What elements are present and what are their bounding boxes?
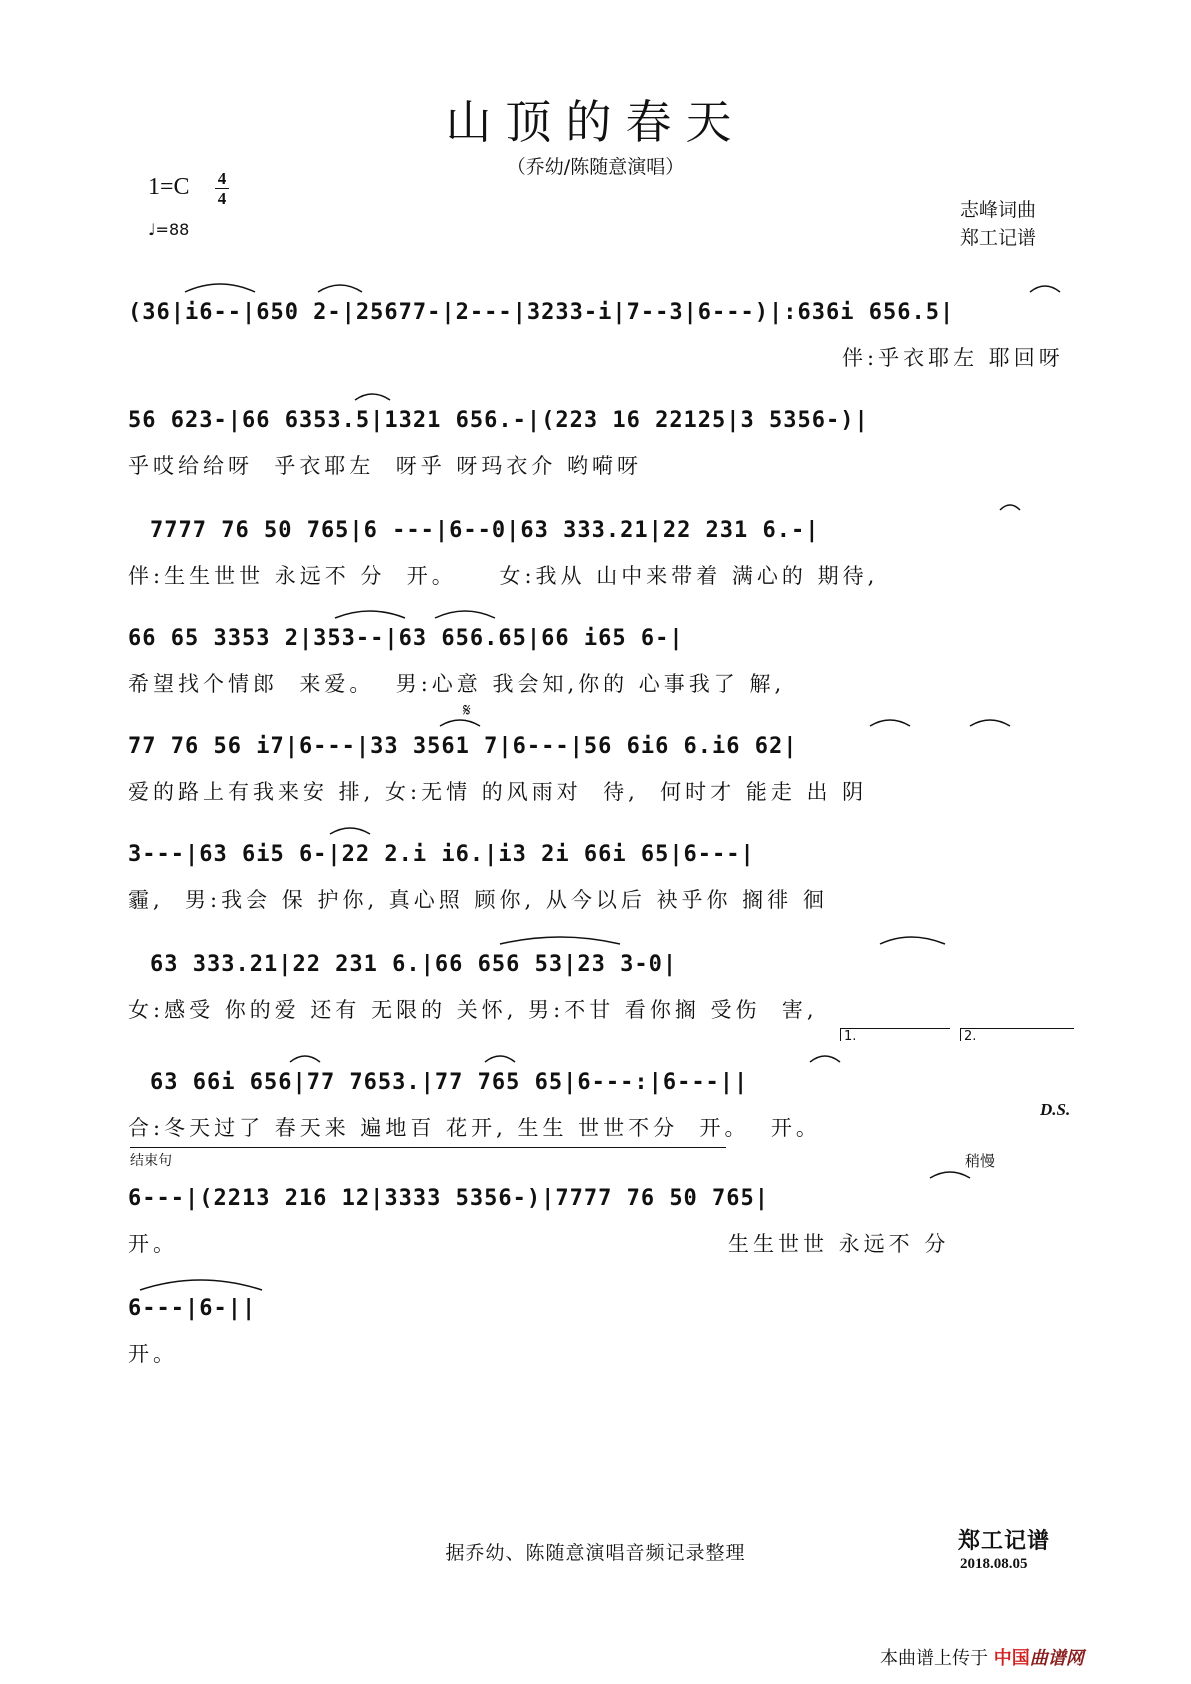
transcriber-signature: 郑工记谱	[958, 1529, 1051, 1554]
key-signature: 1=C	[148, 174, 190, 200]
volta-1: 1.	[840, 1028, 950, 1041]
lyric-line: 伴:生生世世 永远不 分 开。 女:我从 山中来带着 满心的 期待,	[128, 564, 879, 588]
slur	[335, 611, 405, 618]
slur	[870, 720, 910, 726]
lyric-line: 女:感受 你的爱 还有 无限的 关怀, 男:不甘 看你搁 受伤 害,	[128, 998, 818, 1022]
lyric-line: 希望找个情郎 来爱。 男:心意 我会知,你的 心事我了 解,	[128, 672, 786, 696]
lyric-line: 霾, 男:我会 保 护你, 真心照 顾你, 从今以后 袂乎你 搁徘 徊	[128, 888, 828, 912]
slur	[930, 1172, 970, 1178]
slur	[290, 1056, 320, 1062]
meter-bottom: 4	[217, 189, 227, 208]
composer-credit: 志峰词曲	[960, 199, 1037, 221]
slur	[330, 828, 370, 834]
tempo-marking: ♩=88	[148, 220, 190, 239]
slur	[185, 284, 255, 292]
upload-credit	[880, 1644, 1084, 1670]
ending-label: 结束句	[130, 1153, 172, 1169]
slur	[500, 937, 620, 944]
lyric-line: 伴:乎衣耶左 耶回呀	[842, 346, 1064, 370]
notation-line: 6---|6-||	[128, 1296, 257, 1321]
dal-segno-mark: D.S.	[1040, 1100, 1071, 1119]
notation-line: 56 623-|66 6353.5|1321 656.-|(223 16 22125|3 5356-)|	[128, 408, 869, 433]
meter-top: 4	[217, 169, 227, 188]
lyric-line-right: 生生世世 永远不 分	[728, 1232, 950, 1256]
notation-line: 77 76 56 i7|6---|33 3561 7|6---|56 6i6 6.i6 62|	[128, 734, 798, 759]
lyric-line: 合:冬天过了 春天来 遍地百 花开, 生生 世世不分 开。 开。	[128, 1116, 821, 1140]
upload-text: 本曲谱上传于	[880, 1648, 988, 1669]
notation-line: 6---|(2213 216 12|3333 5356-)|7777 76 50 765|	[128, 1186, 770, 1211]
performers-subtitle: （乔幼/陈随意演唱）	[506, 156, 685, 178]
slur	[970, 720, 1010, 726]
site-logo[interactable]	[994, 1644, 1084, 1670]
notation-line: 63 333.21|22 231 6.|66 656 53|23 3-0|	[150, 952, 678, 977]
site-logo-part-a: 中国	[993, 1648, 1030, 1669]
slur	[355, 394, 390, 400]
slur	[440, 720, 480, 726]
transcription-date: 2018.08.05	[960, 1556, 1028, 1572]
slur	[318, 285, 362, 292]
transcriber-credit: 郑工记谱	[960, 227, 1037, 249]
notation-line: 66 65 3353 2|353--|63 656.65|66 i65 6-|	[128, 626, 684, 651]
slur	[810, 1056, 840, 1062]
notation-line: (36|i6--|650 2-|25677-|2---|3233-i|7--3|6---)|:636i 656.5|	[128, 300, 955, 325]
notation-line: 7777 76 50 765|6 ---|6--0|63 333.21|22 231 6.-|	[150, 518, 820, 543]
lyric-line: 爱的路上有我来安 排, 女:无情 的风雨对 待, 何时才 能走 出 阴	[128, 780, 868, 804]
lyric-line: 开。	[128, 1232, 178, 1256]
slur	[435, 611, 495, 618]
song-title: 山顶的春天	[445, 95, 746, 149]
volta-2: 2.	[960, 1028, 1074, 1041]
source-note: 据乔幼、陈随意演唱音频记录整理	[445, 1542, 746, 1564]
segno-sign: 𝄋	[463, 700, 471, 721]
lyric-line: 开。	[128, 1342, 178, 1366]
notation-line: 3---|63 6i5 6-|22 2.i i6.|i3 2i 66i 65|6---|	[128, 842, 755, 867]
slur	[140, 1280, 262, 1290]
slur	[1030, 286, 1060, 292]
slur	[880, 937, 945, 944]
site-logo-part-b: 曲谱网	[1029, 1648, 1084, 1669]
lyric-line: 乎哎给给呀 乎衣耶左 呀乎 呀玛衣介 哟嗬呀	[128, 454, 643, 478]
notation-line: 63 66i 656|77 7653.|77 765 65|6---:|6---||	[150, 1070, 749, 1095]
slur	[485, 1056, 515, 1062]
tempo-slowly-mark: 稍慢	[965, 1152, 996, 1170]
slur	[1000, 505, 1020, 510]
